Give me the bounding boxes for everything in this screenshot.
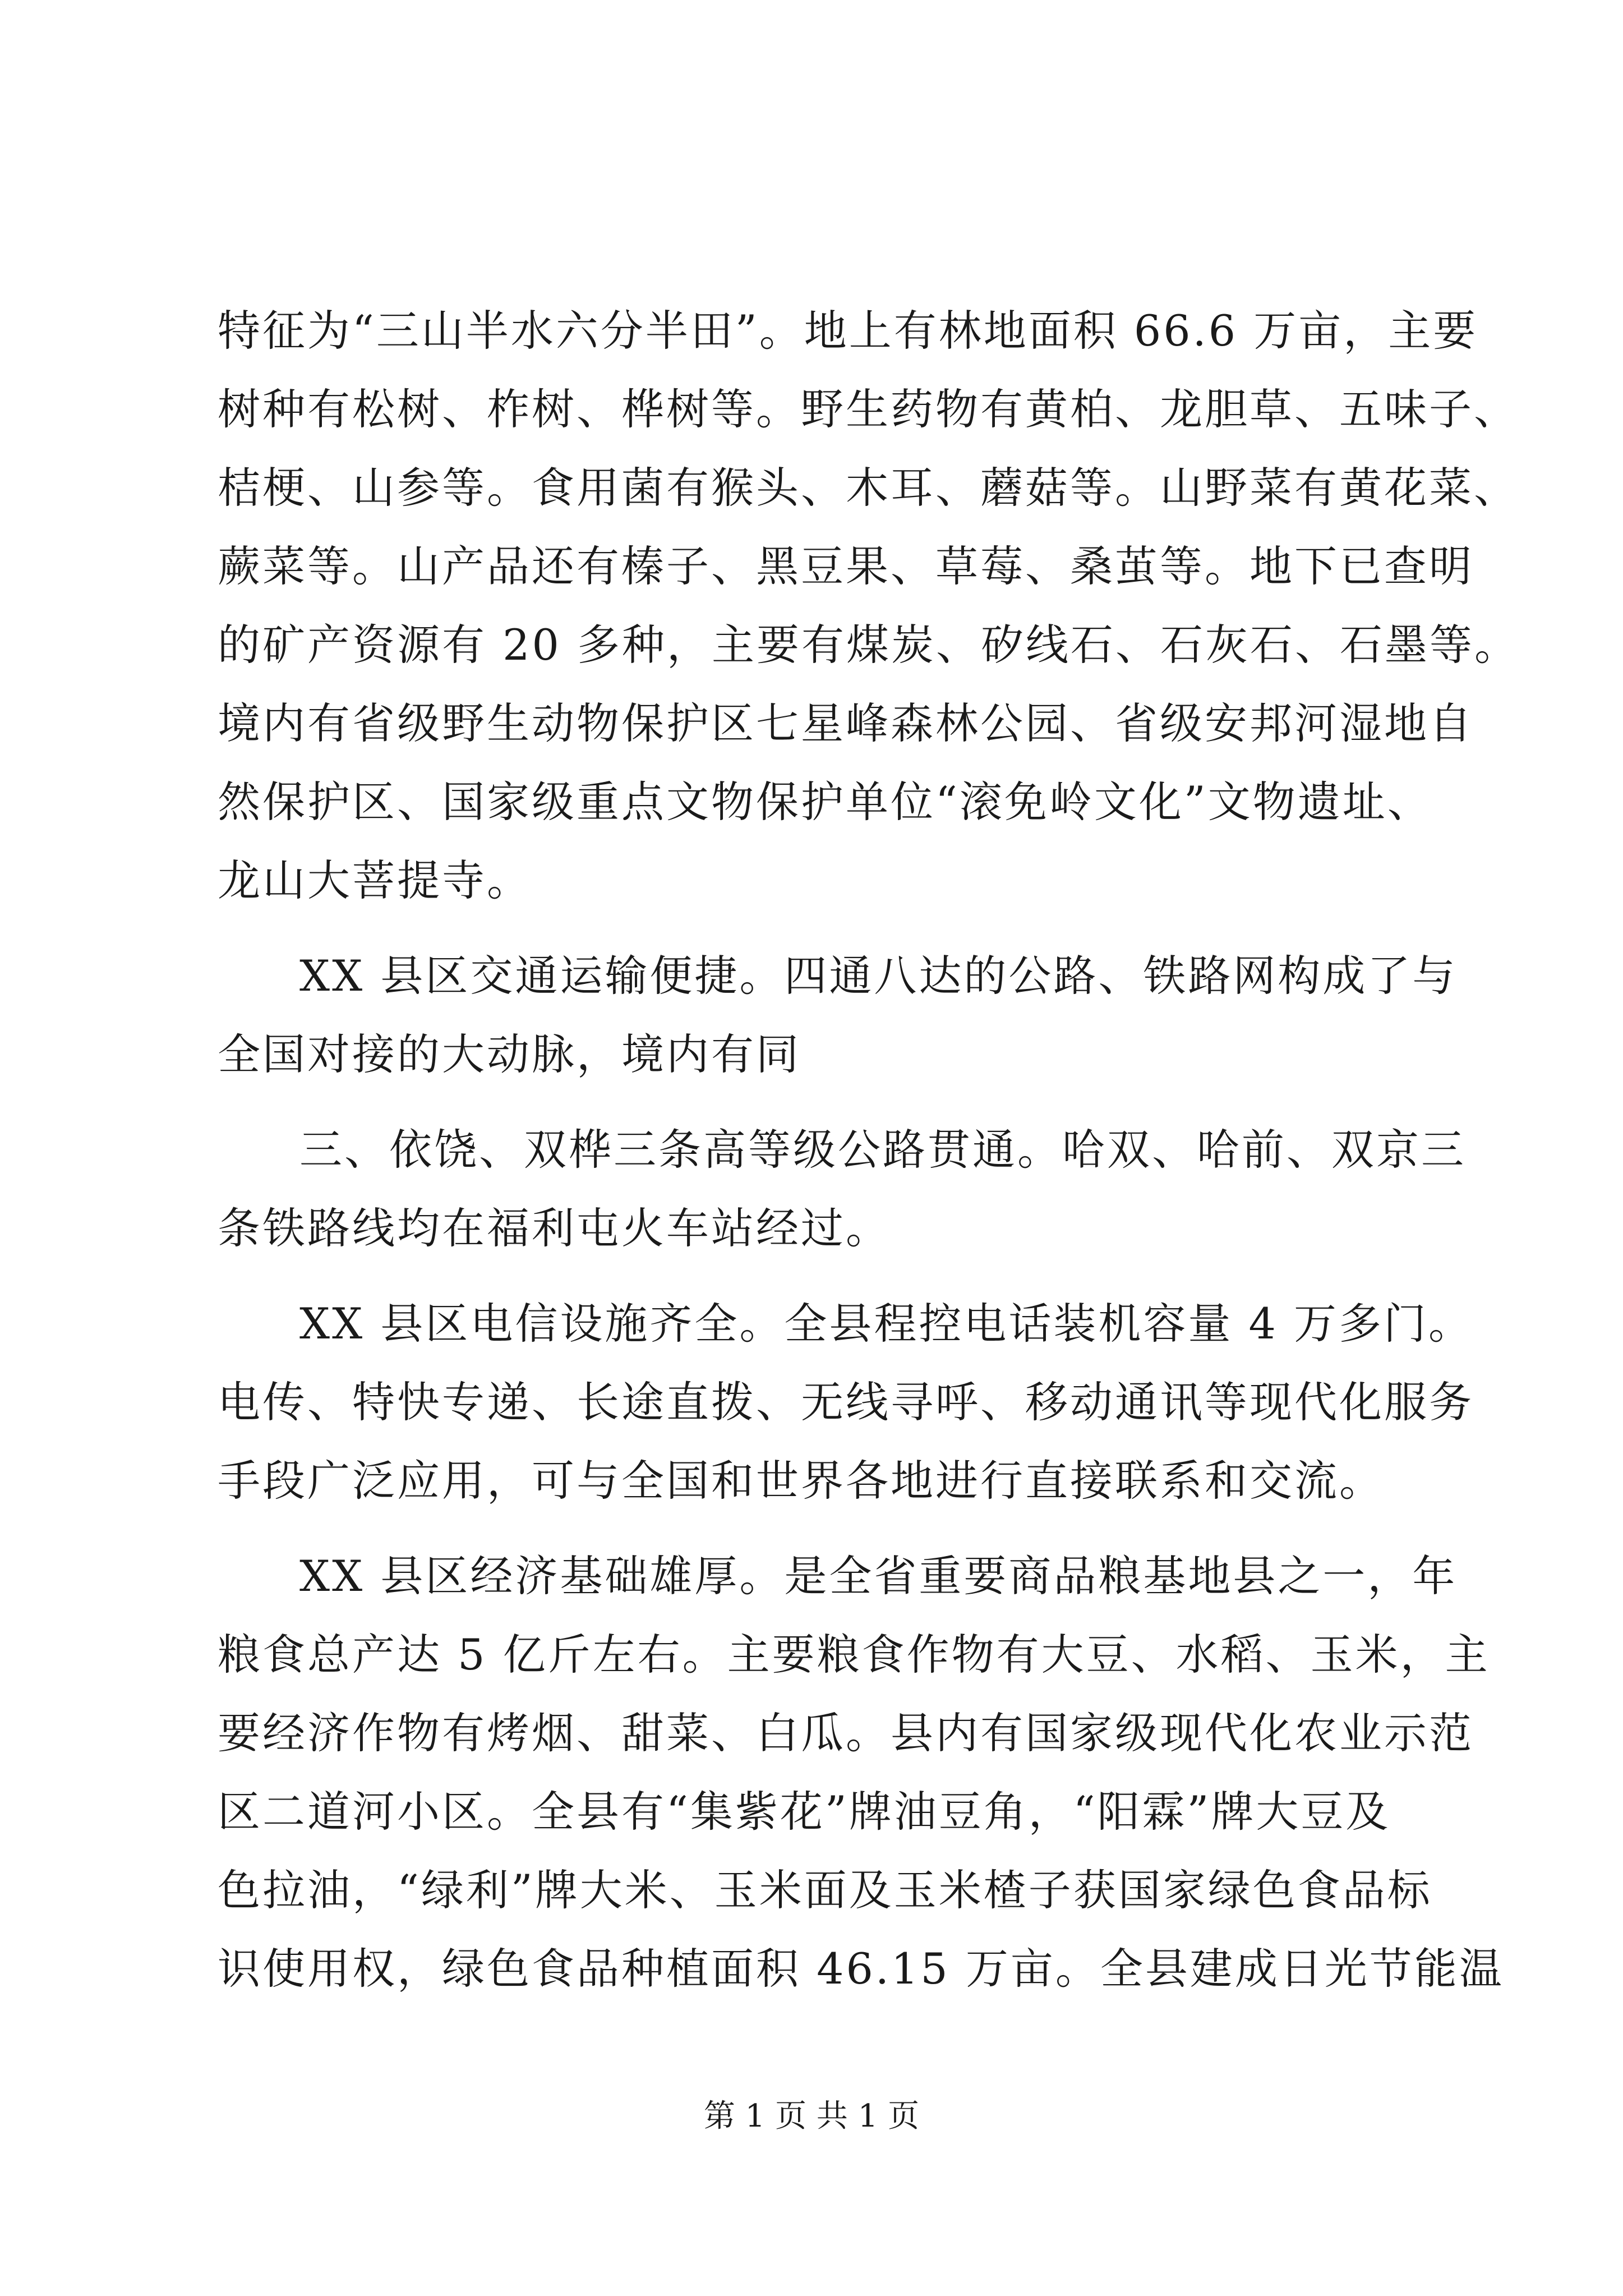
paragraph-first-line: XX 县区交通运输便捷。四通八达的公路、铁路网构成了与 (299, 951, 1458, 1001)
text-line: 区二道河小区。全县有“集紫花”牌油豆角，“阳霖”牌大豆及 (218, 1787, 1391, 1837)
text-line: 粮食总产达 5 亿斤左右。主要粮食作物有大豆、水稻、玉米，主 (218, 1630, 1490, 1680)
text-line: 桔梗、山参等。食用菌有猴头、木耳、蘑菇等。山野菜有黄花菜、 (218, 463, 1519, 513)
paragraph-first-line: XX 县区电信设施齐全。全县程控电话装机容量 4 万多门。 (299, 1299, 1474, 1349)
text-line: 色拉油，“绿利”牌大米、玉米面及玉米楂子获国家绿色食品标 (218, 1865, 1432, 1915)
text-line: 特征为“三山半水六分半田”。地上有林地面积 66.6 万亩，主要 (218, 306, 1478, 356)
text-line: 电传、特快专递、长途直拨、无线寻呼、移动通讯等现代化服务 (218, 1377, 1474, 1427)
text-line: 的矿产资源有 20 多种，主要有煤炭、矽线石、石灰石、石墨等。 (218, 620, 1520, 670)
text-line: 全国对接的大动脉，境内有同 (218, 1029, 801, 1079)
paragraph-first-line: 三、依饶、双桦三条高等级公路贯通。哈双、哈前、双京三 (299, 1125, 1466, 1175)
text-line: 龙山大菩提寺。 (218, 855, 532, 905)
text-line: 蕨菜等。山产品还有榛子、黑豆果、草莓、桑茧等。地下已查明 (218, 541, 1474, 591)
text-line: 树种有松树、柞树、桦树等。野生药物有黄柏、龙胆草、五味子、 (218, 384, 1519, 434)
text-line: 然保护区、国家级重点文物保护单位“滚免岭文化”文物遗址、 (218, 777, 1432, 827)
paragraph-first-line: XX 县区经济基础雄厚。是全省重要商品粮基地县之一，年 (299, 1551, 1458, 1601)
text-line: 要经济作物有烤烟、甜菜、白瓜。县内有国家级现代化农业示范 (218, 1708, 1474, 1758)
text-line: 境内有省级野生动物保护区七星峰森林公园、省级安邦河湿地自 (218, 698, 1474, 748)
text-line: 手段广泛应用，可与全国和世界各地进行直接联系和交流。 (218, 1456, 1384, 1506)
text-line: 识使用权，绿色食品种植面积 46.15 万亩。全县建成日光节能温 (218, 1944, 1504, 1994)
text-line: 条铁路线均在福利屯火车站经过。 (218, 1203, 891, 1253)
page-footer: 第 1 页 共 1 页 (703, 2098, 920, 2134)
